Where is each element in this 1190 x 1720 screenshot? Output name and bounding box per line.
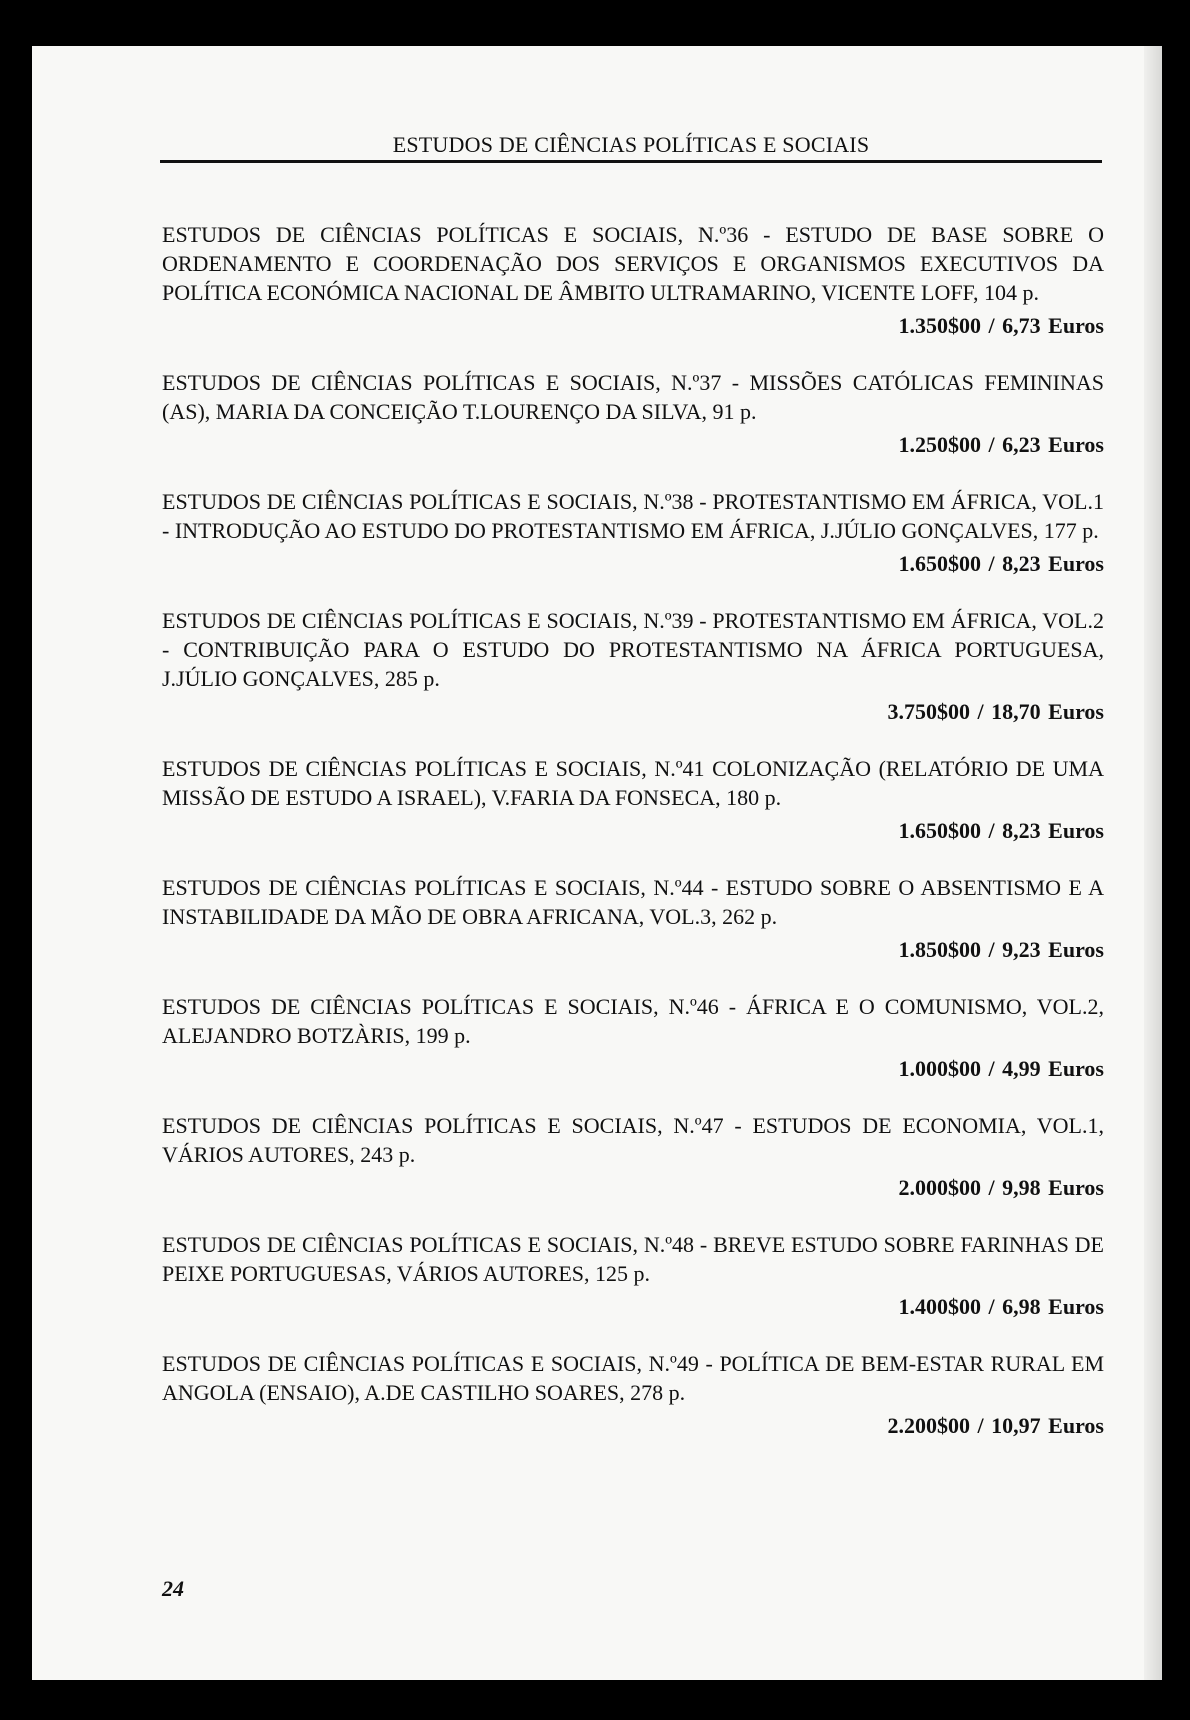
catalog-entry	[162, 1349, 1104, 1440]
entry-price: 3.750$00 / 18,70 Euros	[887, 699, 1104, 724]
entry-price: 1.650$00 / 8,23 Euros	[898, 818, 1104, 843]
catalog-entry	[162, 1230, 1104, 1321]
catalog-entry	[162, 873, 1104, 964]
header-rule	[160, 160, 1102, 163]
catalog-entry	[162, 487, 1104, 578]
catalog-entry	[162, 606, 1104, 726]
entry-description: ESTUDOS DE CIÊNCIAS POLÍTICAS E SOCIAIS, N.º41 COLONIZAÇÃO (RELATÓRIO DE UMA MISSÃO DE ESTUDO A ISRAEL), V.FARIA DA FONSECA, 180 p.	[162, 756, 1104, 810]
entry-description: ESTUDOS DE CIÊNCIAS POLÍTICAS E SOCIAIS, N.º37 - MISSÕES CATÓLICAS FEMININAS (AS), MARIA DA CONCEIÇÃO T.LOURENÇO DA SILVA, 91 p.	[162, 370, 1104, 424]
entry-description: ESTUDOS DE CIÊNCIAS POLÍTICAS E SOCIAIS, N.º47 - ESTUDOS DE ECONOMIA, VOL.1, VÁRIOS AUTORES, 243 p.	[162, 1113, 1104, 1167]
catalog-entry-list	[162, 220, 1104, 1468]
running-header: ESTUDOS DE CIÊNCIAS POLÍTICAS E SOCIAIS	[392, 132, 870, 157]
catalog-entry	[162, 220, 1104, 340]
entry-description: ESTUDOS DE CIÊNCIAS POLÍTICAS E SOCIAIS, N.º46 - ÁFRICA E O COMUNISMO, VOL.2, ALEJANDRO BOTZÀRIS, 199 p.	[162, 994, 1104, 1048]
catalog-entry	[162, 992, 1104, 1083]
entry-description: ESTUDOS DE CIÊNCIAS POLÍTICAS E SOCIAIS, N.º48 - BREVE ESTUDO SOBRE FARINHAS DE PEIXE PORTUGUESAS, VÁRIOS AUTORES, 125 p.	[162, 1232, 1104, 1286]
page-edge-shadow	[1144, 46, 1162, 1680]
entry-price: 1.400$00 / 6,98 Euros	[898, 1294, 1104, 1319]
entry-price: 1.000$00 / 4,99 Euros	[898, 1056, 1104, 1081]
entry-description: ESTUDOS DE CIÊNCIAS POLÍTICAS E SOCIAIS, N.º49 - POLÍTICA DE BEM-ESTAR RURAL EM ANGOLA (ENSAIO), A.DE CASTILHO SOARES, 278 p.	[162, 1351, 1104, 1405]
entry-price: 1.250$00 / 6,23 Euros	[898, 432, 1104, 457]
entry-description: ESTUDOS DE CIÊNCIAS POLÍTICAS E SOCIAIS, N.º44 - ESTUDO SOBRE O ABSENTISMO E A INSTABILIDADE DA MÃO DE OBRA AFRICANA, VOL.3, 262 p.	[162, 875, 1104, 929]
entry-price: 1.650$00 / 8,23 Euros	[898, 551, 1104, 576]
entry-price: 1.850$00 / 9,23 Euros	[898, 937, 1104, 962]
catalog-entry	[162, 1111, 1104, 1202]
entry-price: 2.000$00 / 9,98 Euros	[898, 1175, 1104, 1200]
entry-description: ESTUDOS DE CIÊNCIAS POLÍTICAS E SOCIAIS, N.º39 - PROTESTANTISMO EM ÁFRICA, VOL.2 - CONTRIBUIÇÃO PARA O ESTUDO DO PROTESTANTISMO NA ÁFRICA PORTUGUESA, J.JÚLIO GONÇALVES, 285 p.	[162, 608, 1104, 691]
entry-price: 1.350$00 / 6,73 Euros	[898, 313, 1104, 338]
entry-price: 2.200$00 / 10,97 Euros	[887, 1413, 1104, 1438]
document-page	[32, 46, 1162, 1680]
catalog-entry	[162, 754, 1104, 845]
page-number: 24	[162, 1576, 184, 1601]
entry-description: ESTUDOS DE CIÊNCIAS POLÍTICAS E SOCIAIS, N.º38 - PROTESTANTISMO EM ÁFRICA, VOL.1 - INTRODUÇÃO AO ESTUDO DO PROTESTANTISMO EM ÁFRICA, J.JÚLIO GONÇALVES, 177 p.	[162, 489, 1104, 543]
entry-description: ESTUDOS DE CIÊNCIAS POLÍTICAS E SOCIAIS, N.º36 - ESTUDO DE BASE SOBRE O ORDENAMENTO E COORDENAÇÃO DOS SERVIÇOS E ORGANISMOS EXECUTIVOS DA POLÍTICA ECONÓMICA NACIONAL DE ÂMBITO ULTRAMARINO, VICENTE LOFF, 104 p.	[162, 222, 1104, 305]
catalog-entry	[162, 368, 1104, 459]
